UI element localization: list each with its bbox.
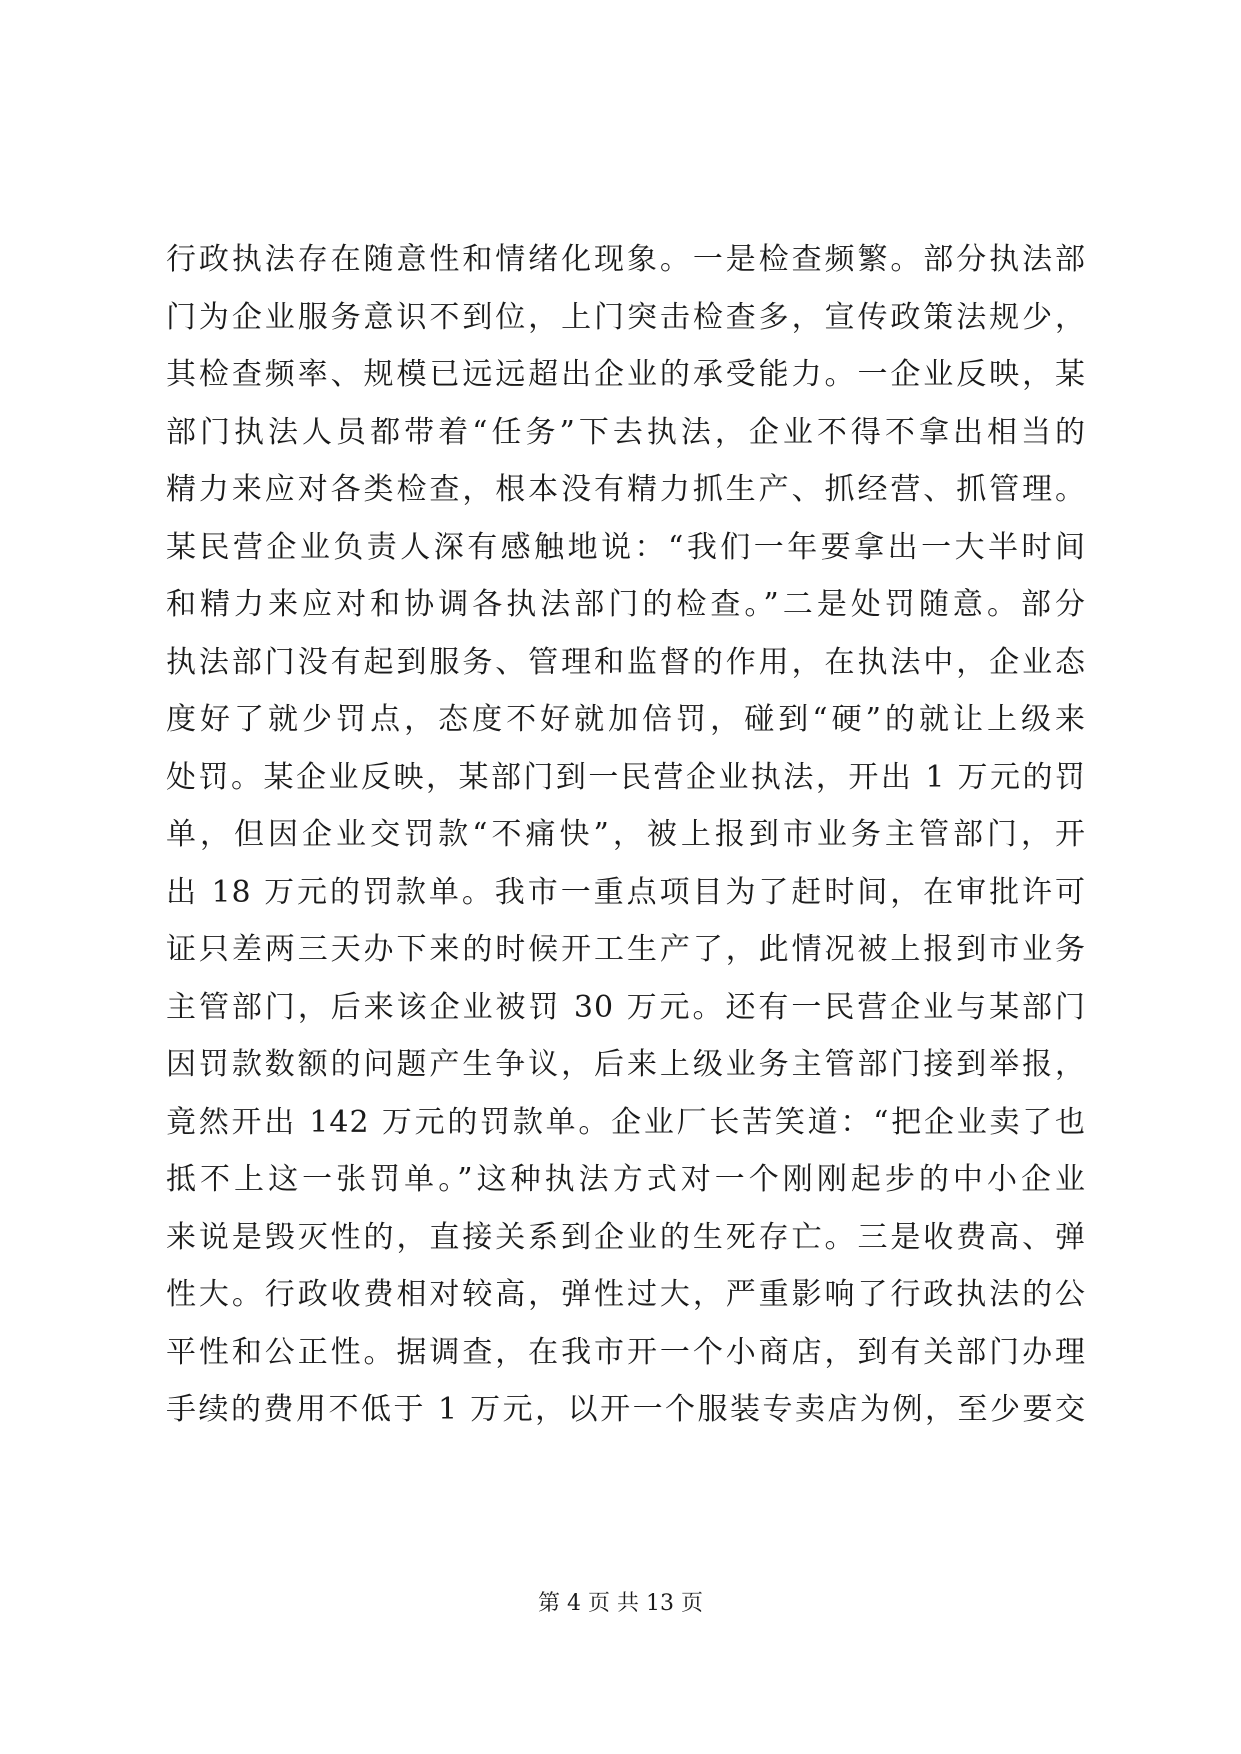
text-line: 出 18 万元的罚款单。我市一重点项目为了赶时间，在审批许可 xyxy=(166,874,1086,910)
text-line: 平性和公正性。据调查，在我市开一个小商店，到有关部门办理 xyxy=(166,1334,1086,1370)
text-line: 手续的费用不低于 1 万元，以开一个服装专卖店为例，至少要交 xyxy=(166,1392,1086,1427)
text-line: 处罚。某企业反映，某部门到一民营企业执法，开出 1 万元的罚 xyxy=(166,759,1086,795)
page-number-footer: 第 4 页 共 13 页 xyxy=(538,1591,703,1616)
text-line: 某民营企业负责人深有感触地说：“我们一年要拿出一大半时间 xyxy=(166,529,1086,565)
text-line: 证只差两三天办下来的时候开工生产了，此情况被上报到市业务 xyxy=(166,932,1086,967)
text-line: 行政执法存在随意性和情绪化现象。一是检查频繁。部分执法部 xyxy=(166,242,1086,277)
text-line: 部门执法人员都带着“任务”下去执法，企业不得不拿出相当的 xyxy=(166,414,1086,450)
text-line: 门为企业服务意识不到位，上门突击检查多，宣传政策法规少， xyxy=(166,299,1086,335)
text-line: 执法部门没有起到服务、管理和监督的作用，在执法中，企业态 xyxy=(166,644,1086,680)
text-line: 来说是毁灭性的，直接关系到企业的生死存亡。三是收费高、弹 xyxy=(166,1219,1086,1255)
text-line: 抵不上这一张罚单。”这种执法方式对一个刚刚起步的中小企业 xyxy=(166,1162,1086,1197)
text-line: 精力来应对各类检查，根本没有精力抓生产、抓经营、抓管理。 xyxy=(166,472,1086,507)
text-line: 性大。行政收费相对较高，弹性过大，严重影响了行政执法的公 xyxy=(166,1277,1086,1312)
text-line: 和精力来应对和协调各执法部门的检查。”二是处罚随意。部分 xyxy=(166,587,1086,622)
text-line: 度好了就少罚点，态度不好就加倍罚，碰到“硬”的就让上级来 xyxy=(166,702,1086,737)
body-paragraph xyxy=(166,231,1086,1439)
text-line: 其检查频率、规模已远远超出企业的承受能力。一企业反映，某 xyxy=(166,357,1086,392)
text-line: 单，但因企业交罚款“不痛快”，被上报到市业务主管部门，开 xyxy=(166,817,1086,852)
text-line: 竟然开出 142 万元的罚款单。企业厂长苦笑道：“把企业卖了也 xyxy=(166,1104,1086,1140)
text-line: 主管部门，后来该企业被罚 30 万元。还有一民营企业与某部门 xyxy=(166,989,1086,1025)
text-line: 因罚款数额的问题产生争议，后来上级业务主管部门接到举报， xyxy=(166,1047,1086,1082)
